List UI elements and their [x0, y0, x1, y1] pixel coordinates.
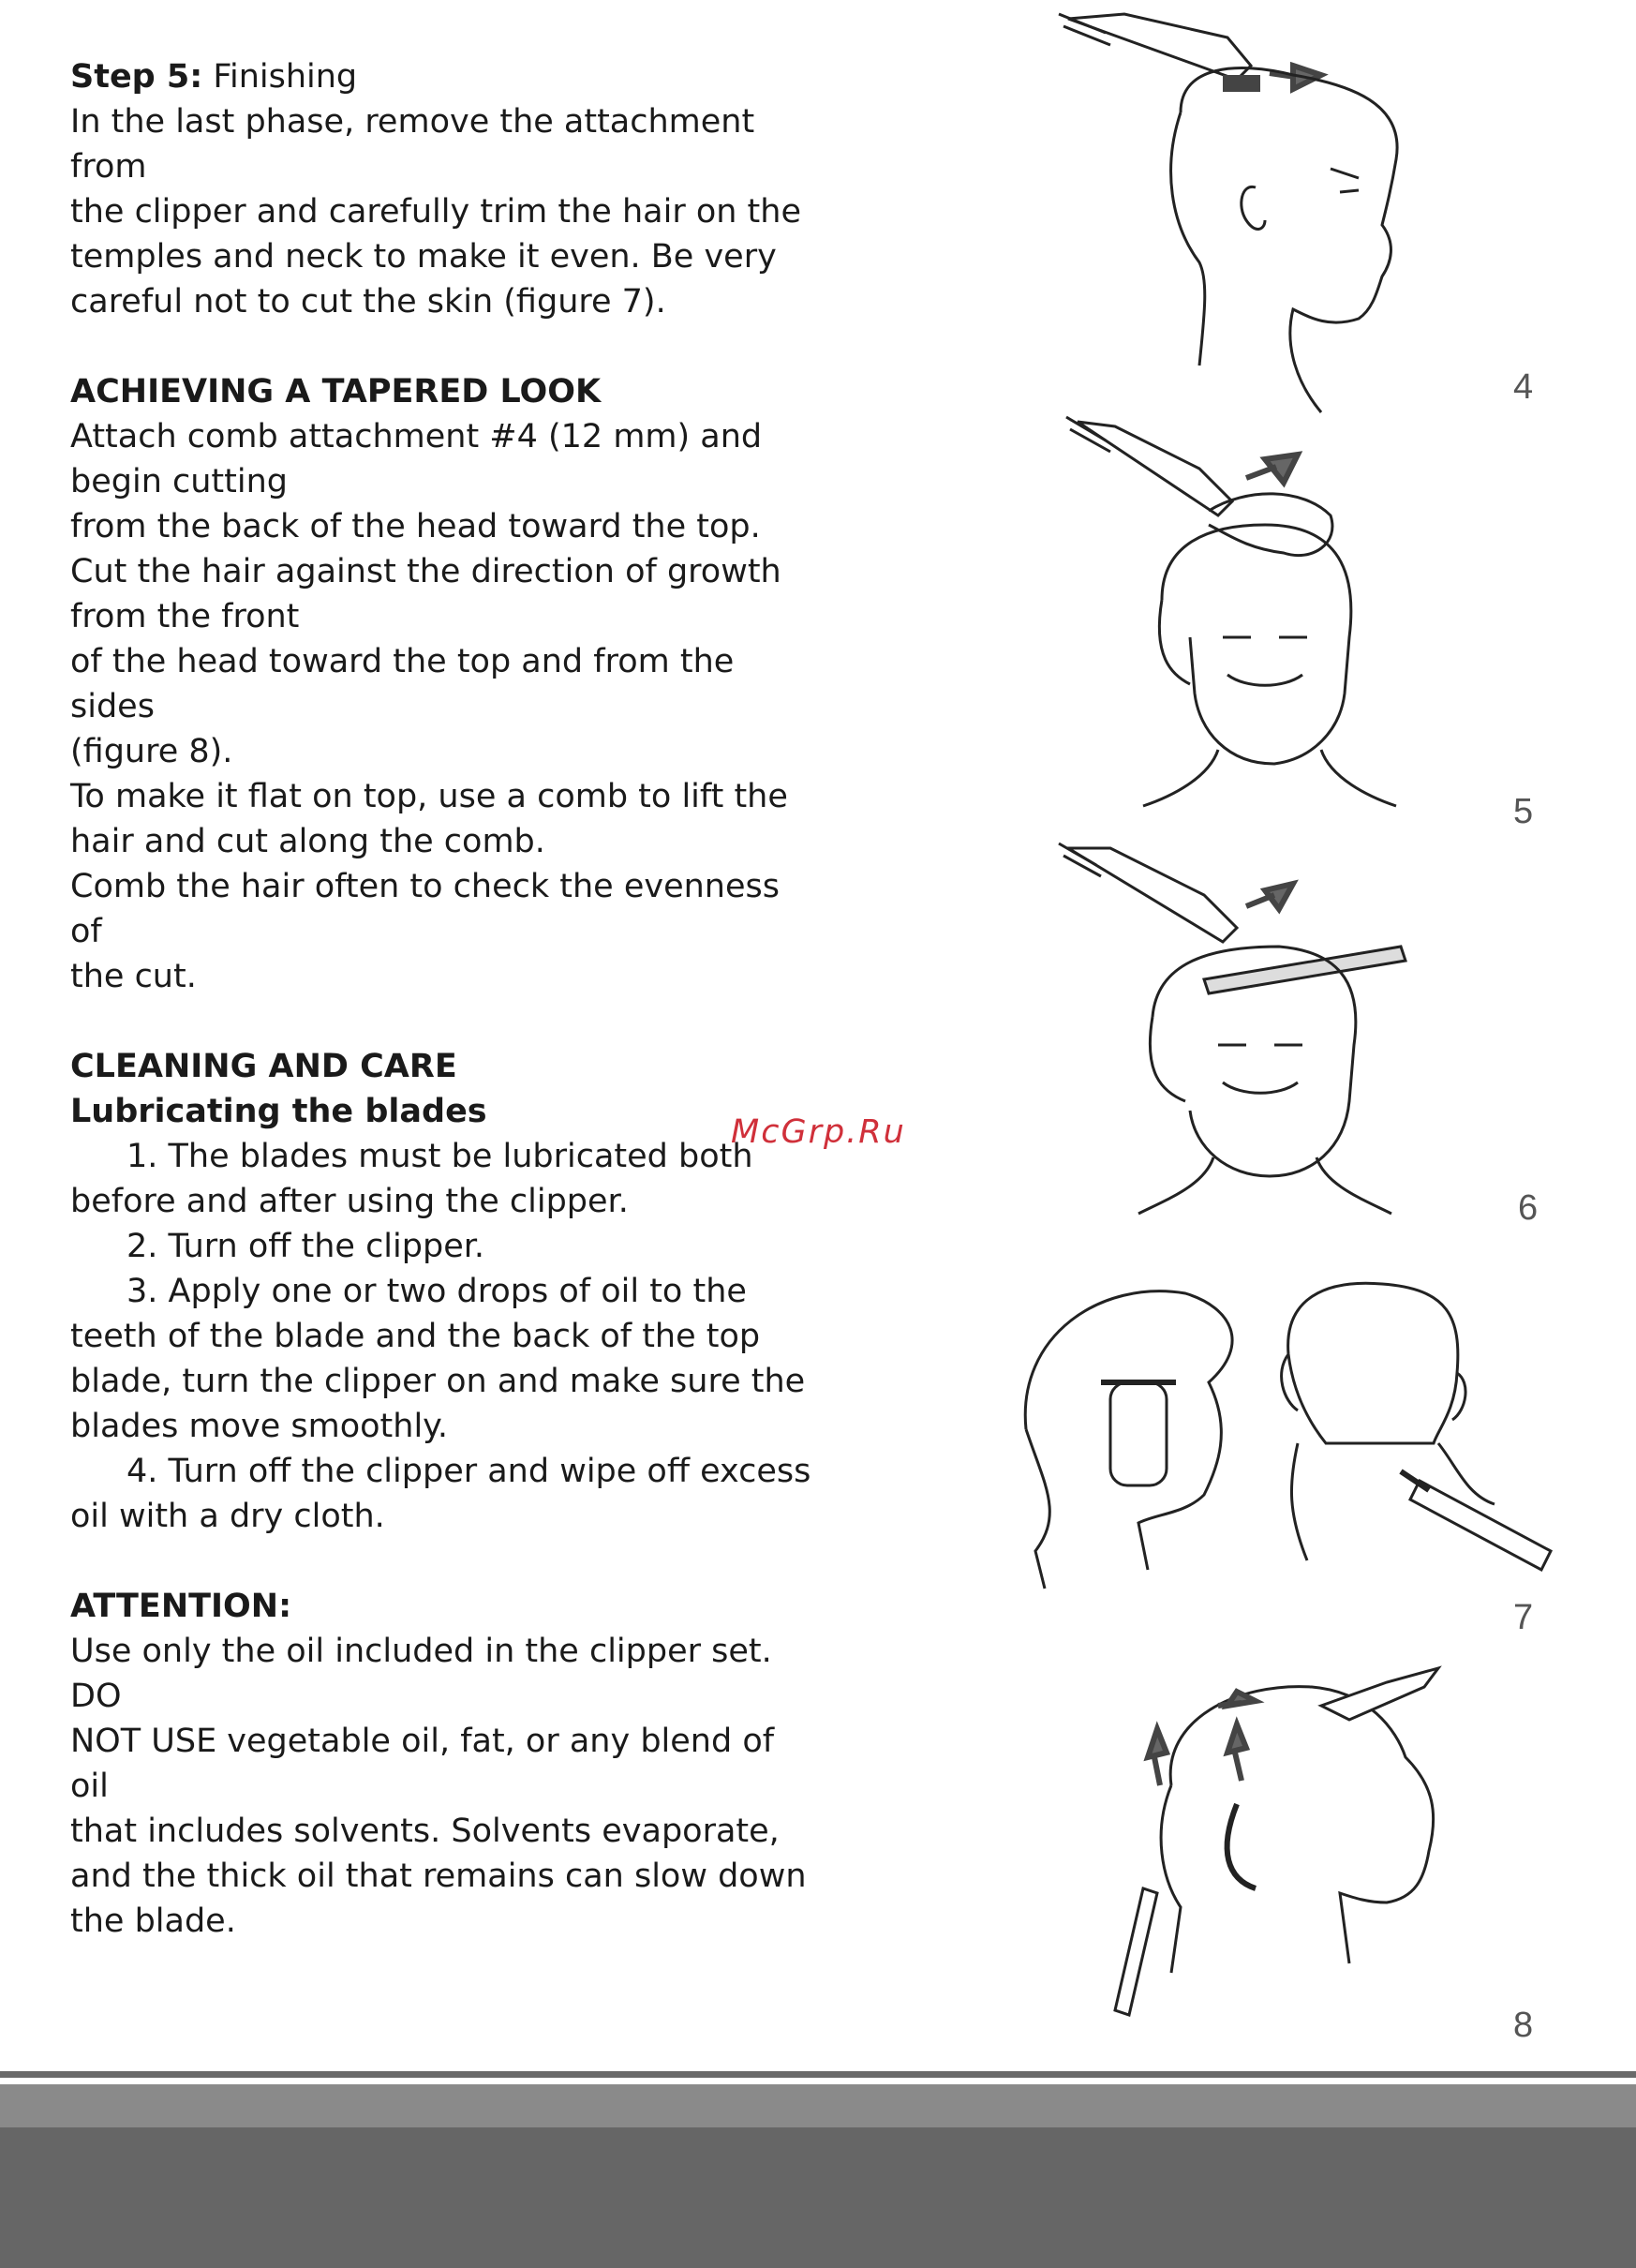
- text-line: Cut the hair against the direction of growth: [70, 553, 781, 590]
- text-line: 2. Turn off the clipper.: [126, 1228, 485, 1265]
- text-line: 4. Turn off the clipper and wipe off excess: [126, 1453, 811, 1490]
- text-line: temples and neck to make it even. Be very: [70, 238, 777, 276]
- figure-4-label: 4: [1513, 367, 1534, 407]
- figure-6-label: 6: [1518, 1188, 1539, 1228]
- figure-7-illustration: [1007, 1279, 1569, 1617]
- cleaning-subheading: [70, 1089, 820, 1134]
- watermark: McGrp.Ru: [731, 1113, 906, 1151]
- text-line: hair and cut along the comb.: [70, 823, 545, 860]
- step5-body: [70, 99, 820, 324]
- text-line: Use only the oil included in the clipper set. DO: [70, 1633, 772, 1715]
- attention-body: [70, 1629, 820, 1944]
- tapered-heading: [70, 369, 820, 414]
- figure-8-label: 8: [1513, 2006, 1534, 2045]
- text-line: blades move smoothly.: [70, 1408, 449, 1445]
- footer-band-light: [0, 2084, 1636, 2127]
- text-line: the clipper and carefully trim the hair on the: [70, 193, 801, 231]
- text-line: Comb the hair often to check the evenness of: [70, 868, 780, 950]
- tapered-body: [70, 414, 820, 999]
- text-line: of the head toward the top and from the sides: [70, 643, 735, 725]
- footer-divider: [0, 2071, 1636, 2078]
- text-line: blade, turn the clipper on and make sure the: [70, 1363, 806, 1400]
- text-line: In the last phase, remove the attachment from: [70, 103, 755, 186]
- text-line: (figure 8).: [70, 733, 233, 770]
- step5-title: Finishing: [202, 58, 358, 96]
- figure-8-illustration: [1106, 1664, 1518, 2038]
- text-line: oil with a dry cloth.: [70, 1498, 385, 1535]
- figure-5-label: 5: [1513, 792, 1534, 831]
- figure-7-label: 7: [1513, 1598, 1534, 1637]
- figure-4-illustration: [1049, 9, 1424, 422]
- text-line: the blade.: [70, 1902, 236, 1940]
- text-line: 1. The blades must be lubricated both: [126, 1138, 753, 1175]
- figure-5-illustration: [1059, 412, 1434, 825]
- text-line: careful not to cut the skin (figure 7).: [70, 283, 666, 321]
- text-line: the cut.: [70, 958, 197, 995]
- text-line: begin cutting: [70, 463, 288, 500]
- instruction-text: [70, 54, 820, 1944]
- text-line: Attach comb attachment #4 (12 mm) and: [70, 418, 763, 455]
- text-line: To make it flat on top, use a comb to lift the: [70, 778, 788, 815]
- text-line: NOT USE vegetable oil, fat, or any blend of oil: [70, 1723, 775, 1805]
- footer-band-dark: [0, 2127, 1636, 2268]
- attention-heading-text: ATTENTION:: [70, 1588, 292, 1625]
- text-line: and the thick oil that remains can slow down: [70, 1858, 807, 1895]
- text-line: from the back of the head toward the top.: [70, 508, 761, 545]
- step5-title-line: [70, 54, 820, 99]
- step5-heading: Step 5:: [70, 58, 203, 96]
- tapered-heading-text: ACHIEVING A TAPERED LOOK: [70, 373, 602, 410]
- cleaning-heading-text: CLEANING AND CARE: [70, 1048, 457, 1085]
- text-line: from the front: [70, 598, 300, 635]
- text-line: before and after using the clipper.: [70, 1183, 629, 1220]
- text-line: 3. Apply one or two drops of oil to the: [126, 1273, 747, 1310]
- figure-6-illustration: [1054, 839, 1429, 1232]
- text-line: that includes solvents. Solvents evaporate,: [70, 1813, 780, 1850]
- text-line: teeth of the blade and the back of the top: [70, 1318, 761, 1355]
- cleaning-heading: [70, 1044, 820, 1089]
- cleaning-body: [70, 1134, 820, 1539]
- attention-heading: [70, 1584, 820, 1629]
- cleaning-subheading-text: Lubricating the blades: [70, 1093, 487, 1130]
